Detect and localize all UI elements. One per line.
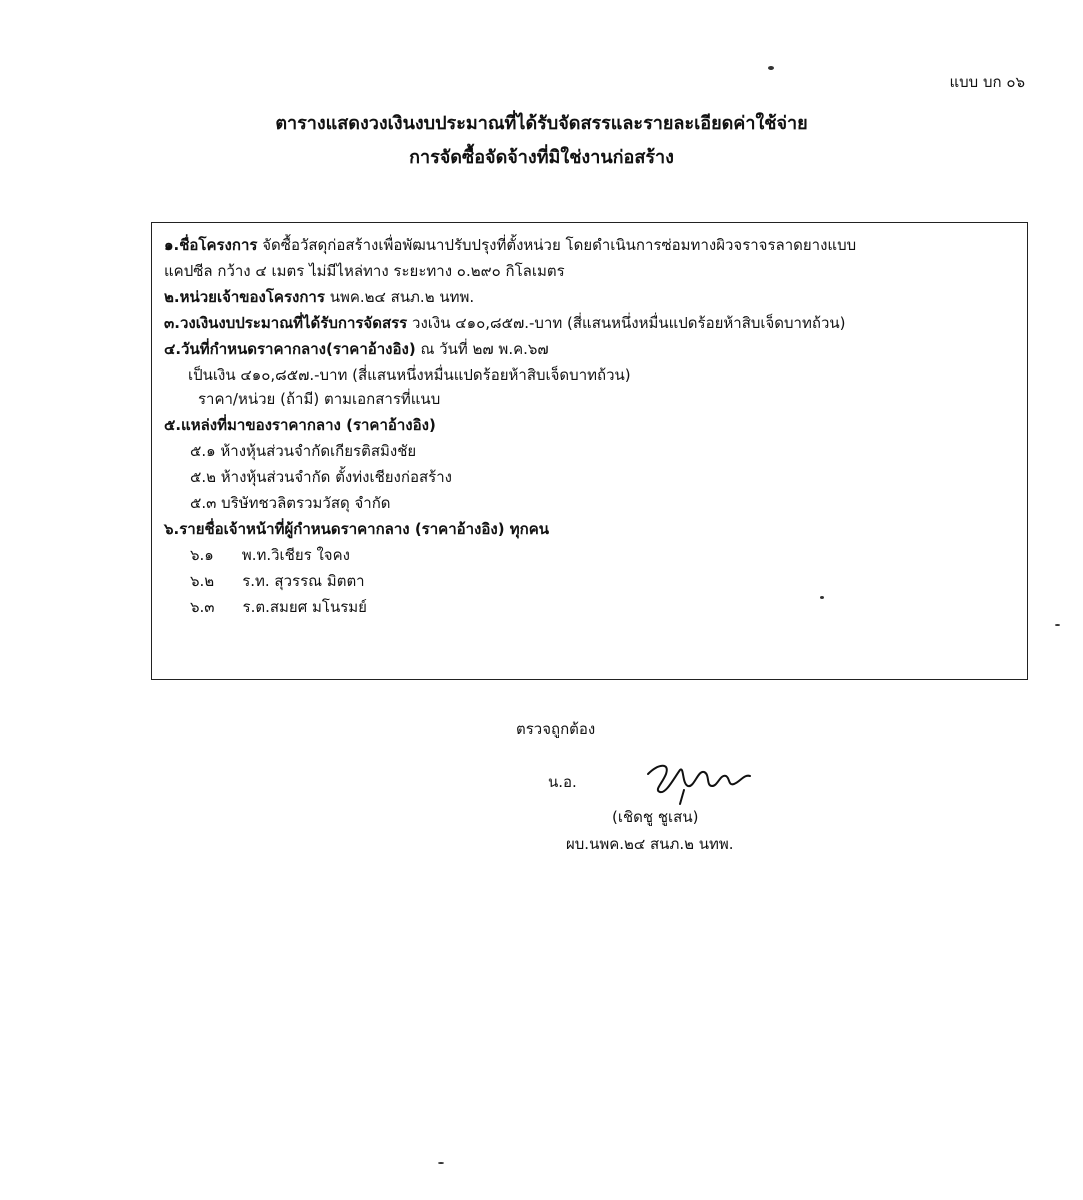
officer-2-name: ร.ท. สุวรรณ มิตตา (242, 572, 365, 590)
item-1-line (164, 235, 856, 255)
item-5-source-1: ๕.๑ ห้างหุ้นส่วนจำกัดเกียรติสมิงชัย (190, 442, 417, 460)
form-code: แบบ บก ๐๖ (949, 73, 1025, 91)
item-6-label-text: ๖.รายชื่อเจ้าหน้าที่ผู้กำหนดราคากลาง (ราคาอ้างอิง) ทุกคน (164, 520, 550, 538)
item-1-text-cont: แคปซีล กว้าง ๔ เมตร ไม่มีไหล่ทาง ระยะทาง ๐.๒๙๐ กิโลเมตร (164, 262, 565, 280)
item-5-source-2: ๕.๒ ห้างหุ้นส่วนจำกัด ตั้งท่งเชียงก่อสร้าง (190, 468, 452, 486)
item-3-text: วงเงิน ๔๑๐,๘๕๗.-บาท (สี่แสนหนึ่งหมื่นแปดร้อยห้าสิบเจ็ดบาทถ้วน) (412, 314, 846, 332)
signer-name: (เชิดชู ชูเสน) (612, 808, 699, 826)
verified-label: ตรวจถูกต้อง (516, 720, 596, 738)
item-6-officer-2 (190, 571, 365, 591)
item-4-text: ณ วันที่ ๒๗ พ.ค.๖๗ (420, 340, 549, 358)
handwritten-signature (640, 756, 760, 806)
document-title: ตารางแสดงวงเงินงบประมาณที่ได้รับจัดสรรและรายละเอียดค่าใช้จ่าย (275, 113, 808, 134)
scan-speck (1055, 624, 1060, 626)
item-5-label (164, 415, 436, 435)
item-6-label (164, 519, 549, 539)
item-4-amount: เป็นเงิน ๔๑๐,๘๕๗.-บาท (สี่แสนหนึ่งหมื่นแปดร้อยห้าสิบเจ็ดบาทถ้วน) (188, 366, 631, 384)
officer-1-number: ๖.๑ (190, 546, 214, 564)
item-3-line (164, 313, 845, 333)
item-1-label: ๑.ชื่อโครงการ (164, 236, 258, 254)
item-2-line (164, 287, 474, 307)
officer-3-name: ร.ต.สมยศ มโนรมย์ (242, 598, 367, 616)
officer-2-number: ๖.๒ (190, 572, 215, 590)
item-4-unit-price: ราคา/หน่วย (ถ้ามี) ตามเอกสารที่แนบ (198, 390, 441, 408)
item-5-source-3: ๕.๓ บริษัทชวลิตรวมวัสดุ จำกัด (190, 494, 391, 512)
item-4-line (164, 339, 549, 359)
item-3-label: ๓.วงเงินงบประมาณที่ได้รับการจัดสรร (164, 314, 408, 332)
officer-1-name: พ.ท.วิเชียร ใจคง (241, 546, 350, 564)
scan-speck (438, 1162, 444, 1164)
details-box (151, 222, 1028, 680)
item-5-label-text: ๕.แหล่งที่มาของราคากลาง (ราคาอ้างอิง) (164, 416, 436, 434)
signer-rank: น.อ. (548, 773, 577, 791)
item-6-officer-3 (190, 597, 367, 617)
scan-speck (768, 66, 774, 70)
officer-3-number: ๖.๓ (190, 598, 215, 616)
item-2-label: ๒.หน่วยเจ้าของโครงการ (164, 288, 325, 306)
scan-speck (820, 596, 824, 599)
signer-position: ผบ.นพค.๒๔ สนภ.๒ นทพ. (566, 835, 734, 853)
item-6-officer-1 (190, 545, 350, 565)
item-1-text: จัดซื้อวัสดุก่อสร้างเพื่อพัฒนาปรับปรุงที่ตั้งหน่วย โดยดำเนินการซ่อมทางผิวจราจรลาดยางแบบ (262, 236, 857, 254)
item-2-text: นพค.๒๔ สนภ.๒ นทพ. (329, 288, 475, 306)
document-subtitle: การจัดซื้อจัดจ้างที่มิใช่งานก่อสร้าง (409, 147, 674, 168)
item-4-label: ๔.วันที่กำหนดราคากลาง(ราคาอ้างอิง) (164, 340, 416, 358)
